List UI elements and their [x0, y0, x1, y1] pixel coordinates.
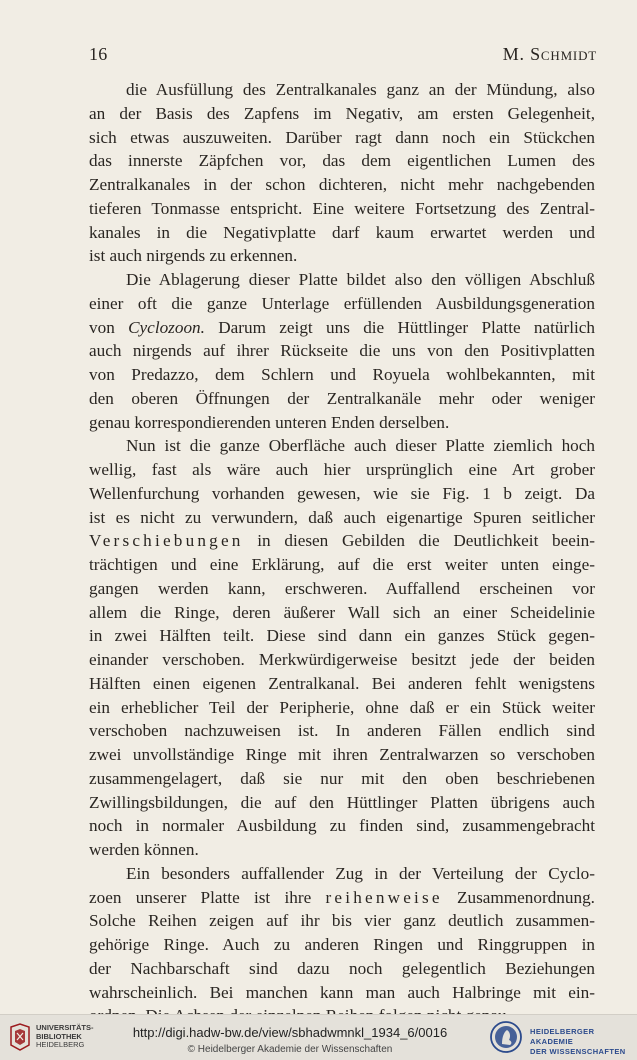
- text-line: von Predazzo, dem Schlern und Royuela wohlbekannten, mit: [89, 365, 595, 384]
- page-header: [89, 44, 597, 68]
- text-line: sich etwas auszuweiten. Darüber ragt dann noch ein Stückchen: [89, 127, 595, 147]
- text-line: noch in normaler Ausbildung zu finden sind, zusammengebracht: [89, 816, 595, 836]
- text-line: der Nachbarschaft sind dazu noch gelegentlich Beziehungen: [89, 958, 595, 978]
- text-line: werden können.: [89, 840, 199, 859]
- academy-name: [530, 1027, 637, 1057]
- text-line: Ein besonders auffallender Zug in der Verteilung der Cyclo-: [126, 863, 595, 883]
- text-line: die Ausfüllung des Zentralkanales ganz an der Mündung, also: [126, 80, 595, 99]
- text-line: Hälften einen eigenen Zentralkanal. Bei anderen fehlt wenigstens: [89, 673, 595, 693]
- text-line: den oberen Öffnungen der Zentralkanäle mehr oder weniger: [89, 388, 595, 408]
- text-line: kanales in die Negativplatte darf kaum erwartet werden und: [89, 222, 595, 242]
- letterspaced-emphasis: reihenweise: [325, 887, 443, 907]
- text-line: ist auch nirgends zu erkennen.: [89, 246, 298, 266]
- university-library-name: [36, 1024, 94, 1050]
- text-line: [89, 316, 595, 340]
- text-line: ist es nicht zu verwundern, daß auch eigenartige Spuren seitlicher: [89, 507, 595, 527]
- text-line: wahrscheinlich. Bei manchen kann man auch Halbringe mit ein-: [89, 982, 595, 1002]
- university-name-line: BIBLIOTHEK: [36, 1031, 82, 1041]
- text-line: verschoben nachzuweisen ist. In anderen Fällen endlich sind: [89, 721, 595, 741]
- text-line: wellig, fast als wäre auch hier ursprünglich eine Art grober: [89, 460, 595, 479]
- text-line: das innerste Zäpfchen vor, das dem eigentlichen Lumen des: [89, 151, 595, 171]
- text-run: Zusammenordnung.: [442, 887, 595, 907]
- text-run: in diesen Gebilden die Deutlichkeit beein-: [243, 531, 595, 551]
- text-line: gangen werden kann, erschweren. Auffallend erscheinen vor: [89, 578, 595, 598]
- page-number: 16: [89, 44, 108, 64]
- text-run: zoen unserer Platte ist ihre: [89, 887, 326, 907]
- text-line: an der Basis des Zapfens im Negativ, am ersten Gelegenheit,: [89, 103, 595, 123]
- text-run: von: [89, 317, 129, 337]
- text-run: Darum zeigt uns die Hüttlinger Platte natürlich: [204, 317, 595, 337]
- text-line: [89, 529, 595, 553]
- letterspaced-emphasis: Verschiebungen: [89, 531, 244, 551]
- text-line: zusammengelagert, daß sie nur mit den oben beschriebenen: [89, 768, 595, 788]
- text-line: Solche Reihen zeigen auf ihr bis vier ganz deutlich zusammen-: [89, 911, 595, 931]
- text-line: Zwillingsbildungen, die auf den Hüttlinger Platten übrigens auch: [89, 792, 595, 812]
- text-line: [89, 886, 595, 910]
- text-line: trächtigen und eine Erklärung, auf die erst weiter unten einge-: [89, 555, 595, 574]
- text-line: gehörige Ringe. Auch zu anderen Ringen und Ringgruppen in: [89, 935, 595, 954]
- text-line: einer oft die ganze Unterlage erfüllenden Ausbildungsgeneration: [89, 293, 595, 313]
- footer-bar: [0, 1014, 637, 1060]
- text-line: Nun ist die ganze Oberfläche auch dieser Platte ziemlich hoch: [126, 436, 595, 456]
- text-line: ein erheblicher Teil der Peripherie, ohne daß er ein Stück weiter: [89, 697, 595, 717]
- running-head-author: M. Schmidt: [502, 44, 597, 64]
- text-line: Die Ablagerung dieser Platte bildet also den völligen Abschluß: [126, 270, 595, 289]
- text-line: Wellenfurchung vorhanden gewesen, wie sie Fig. 1 b zeigt. Da: [89, 483, 595, 503]
- text-line: genau korrespondierenden unteren Enden derselben.: [89, 412, 450, 432]
- text-line: Zentralkanales in der schon dichteren, nicht mehr nachgebenden: [89, 175, 595, 194]
- text-line: in zwei Hälften teilt. Diese sind dann ein ganzes Stück gegen-: [89, 626, 595, 646]
- copyright-notice: © Heidelberger Akademie der Wissenschaften: [187, 1044, 393, 1055]
- text-line: auch nirgends auf ihrer Rückseite die uns von den Positivplatten: [89, 341, 595, 361]
- permalink-url[interactable]: http://digi.hadw-bw.de/view/sbhadwmnkl_1934_6/0016: [132, 1025, 448, 1040]
- university-name-line: HEIDELBERG: [36, 1040, 85, 1049]
- body-text: [89, 78, 595, 1028]
- academy-name-line: DER WISSENSCHAFTEN: [530, 1047, 626, 1056]
- university-name-line: UNIVERSITÄTS-: [36, 1023, 94, 1032]
- academy-seal-icon: [490, 1020, 522, 1054]
- text-line: zwei unvollständige Ringe mit ihren Zentralwarzen so verschoben: [89, 745, 595, 764]
- text-line: tieferen Tonmasse entspricht. Eine weitere Fortsetzung des Zentral-: [89, 198, 595, 218]
- text-line: allem die Ringe, deren äußerer Wall sich an einer Scheidelinie: [89, 602, 595, 622]
- university-library-logo-icon: [8, 1023, 32, 1051]
- text-line: einander verschoben. Merkwürdigerweise besitzt jede der beiden: [89, 650, 595, 669]
- italic-genus-name: Cyclozoon.: [128, 317, 205, 337]
- academy-name-line: HEIDELBERGER AKADEMIE: [530, 1027, 595, 1046]
